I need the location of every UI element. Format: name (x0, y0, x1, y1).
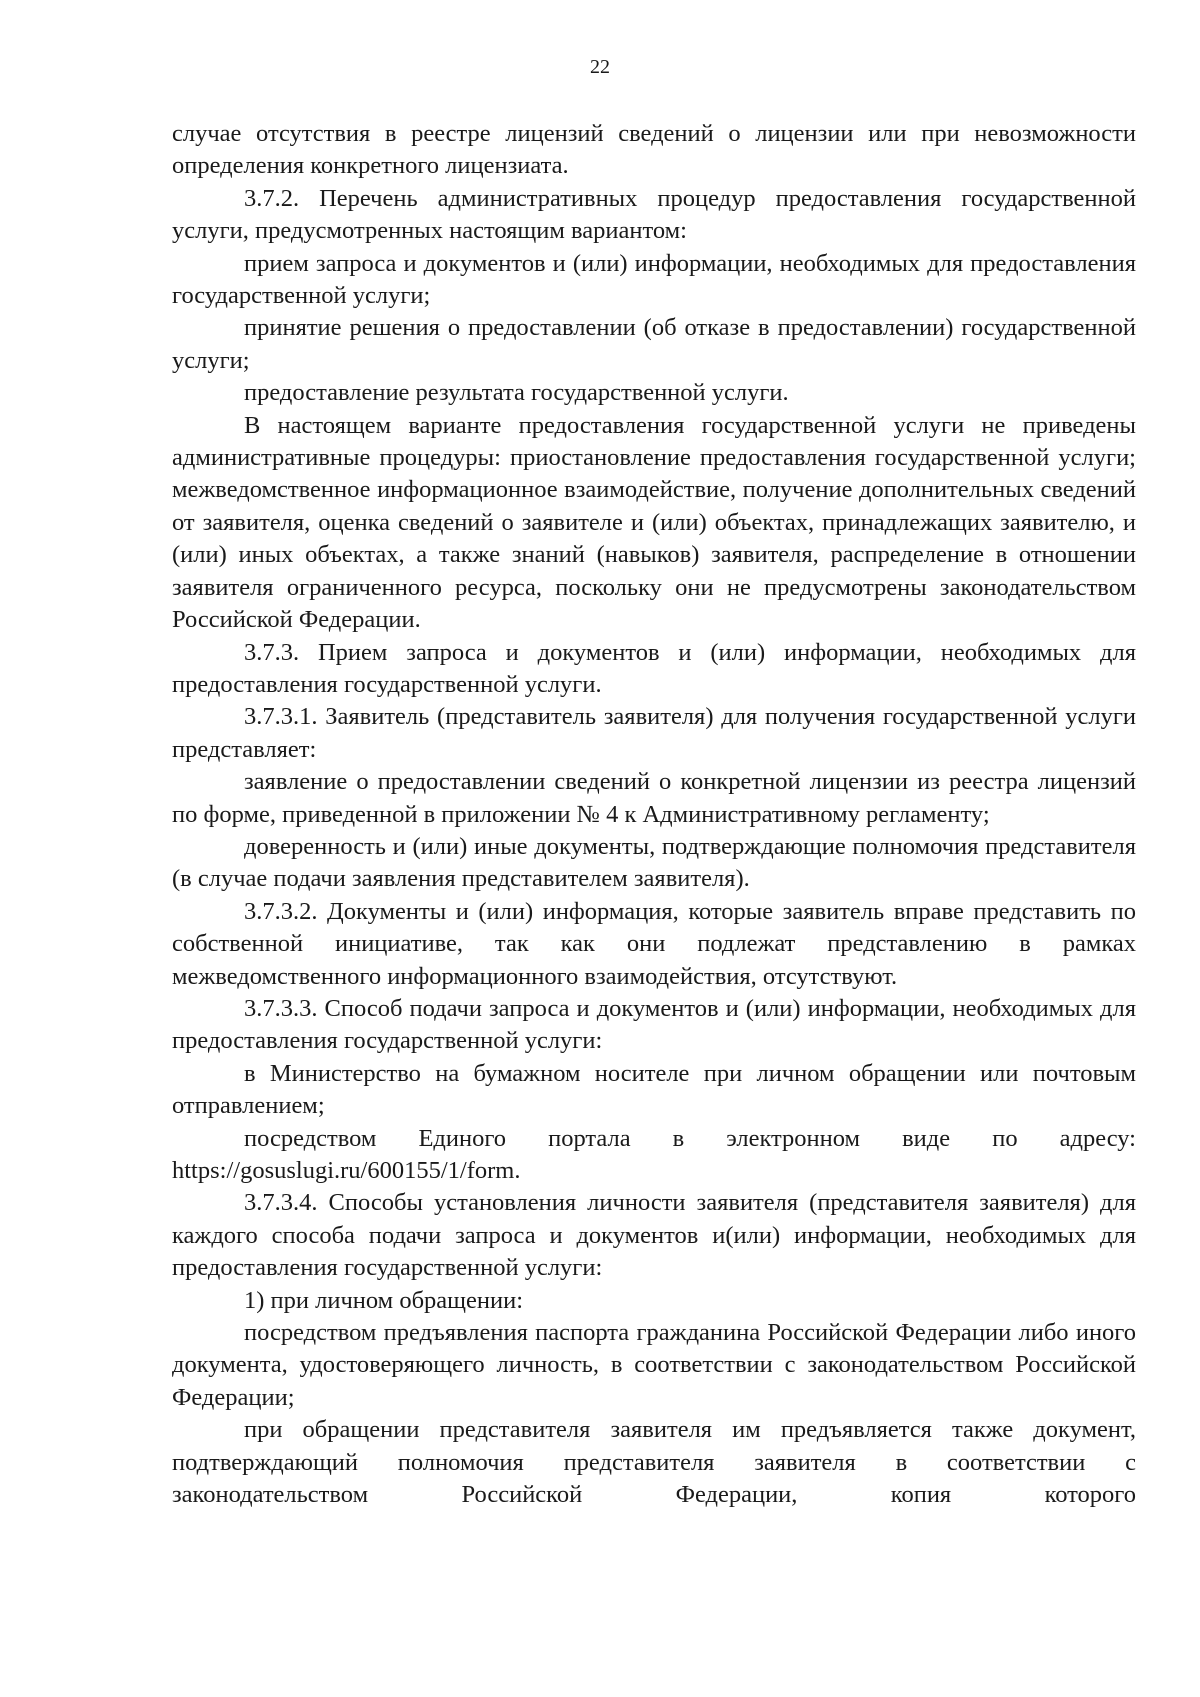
paragraph: 3.7.2. Перечень административных процедур предоставления государственной услуги, предусмотренных настоящим вариантом: (172, 184, 1136, 245)
paragraph: заявление о предоставлении сведений о конкретной лицензии из реестра лицензий по форме, приведенной в приложении № 4 к Административному регламенту; (172, 768, 1136, 828)
paragraph: 3.7.3.1. Заявитель (представитель заявителя) для получения государственной услуги представляет: (172, 703, 1136, 763)
paragraph: В настоящем варианте предоставления государственной услуги не приведены административные процедуры: приостановление предоставления государственной услуги; межведомственное информационное взаимодействие, получение дополнительных сведений от заявителя, оценка сведений о заявителе и (или) объектах, принадлежащих заявителю, и (или) иных объектах, а также знаний (навыков) заявителя, распределение в отношении заявителя ограниченного ресурса, поскольку они не предусмотрены законодательством Российской Федерации. (172, 411, 1136, 634)
paragraph: посредством Единого портала в электронном виде по адресу: https://gosuslugi.ru/600155/1/form. (172, 1124, 1136, 1184)
paragraph: посредством предъявления паспорта гражданина Российской Федерации либо иного документа, удостоверяющего личность, в соответствии с законодательством Российской Федерации; (172, 1319, 1136, 1411)
paragraph: прием запроса и документов и (или) информации, необходимых для предоставления государственной услуги; (172, 249, 1136, 310)
paragraph: 3.7.3.2. Документы и (или) информация, которые заявитель вправе представить по собственной инициативе, так как они подлежат представлению в рамках межведомственного информационного взаимодействия, отсутствуют. (172, 897, 1136, 990)
paragraph: при обращении представителя заявителя им предъявляется также документ, подтверждающий полномочия представителя заявителя в соответствии с законодательством Российской Федерации, копия которого (172, 1416, 1136, 1509)
paragraph: доверенность и (или) иные документы, подтверждающие полномочия представителя (в случае подачи заявления представителем заявителя). (172, 832, 1136, 893)
paragraph: 1) при личном обращении: (244, 1286, 524, 1314)
document-body (172, 118, 1136, 1511)
page-number: 22 (590, 56, 610, 78)
paragraph: предоставление результата государственной услуги. (244, 379, 789, 407)
paragraph: в Министерство на бумажном носителе при личном обращении или почтовым отправлением; (172, 1059, 1136, 1120)
paragraph: 3.7.3.3. Способ подачи запроса и документов и (или) информации, необходимых для предоставления государственной услуги: (172, 994, 1136, 1055)
paragraph: принятие решения о предоставлении (об отказе в предоставлении) государственной услуги; (172, 314, 1136, 374)
paragraph: 3.7.3.4. Способы установления личности заявителя (представителя заявителя) для каждого способа подачи запроса и документов и(или) информации, необходимых для предоставления государственной услуги: (172, 1189, 1136, 1282)
paragraph: 3.7.3. Прием запроса и документов и (или) информации, необходимых для предоставления государственной услуги. (172, 638, 1136, 698)
paragraph: случае отсутствия в реестре лицензий сведений о лицензии или при невозможности определения конкретного лицензиата. (172, 120, 1136, 180)
